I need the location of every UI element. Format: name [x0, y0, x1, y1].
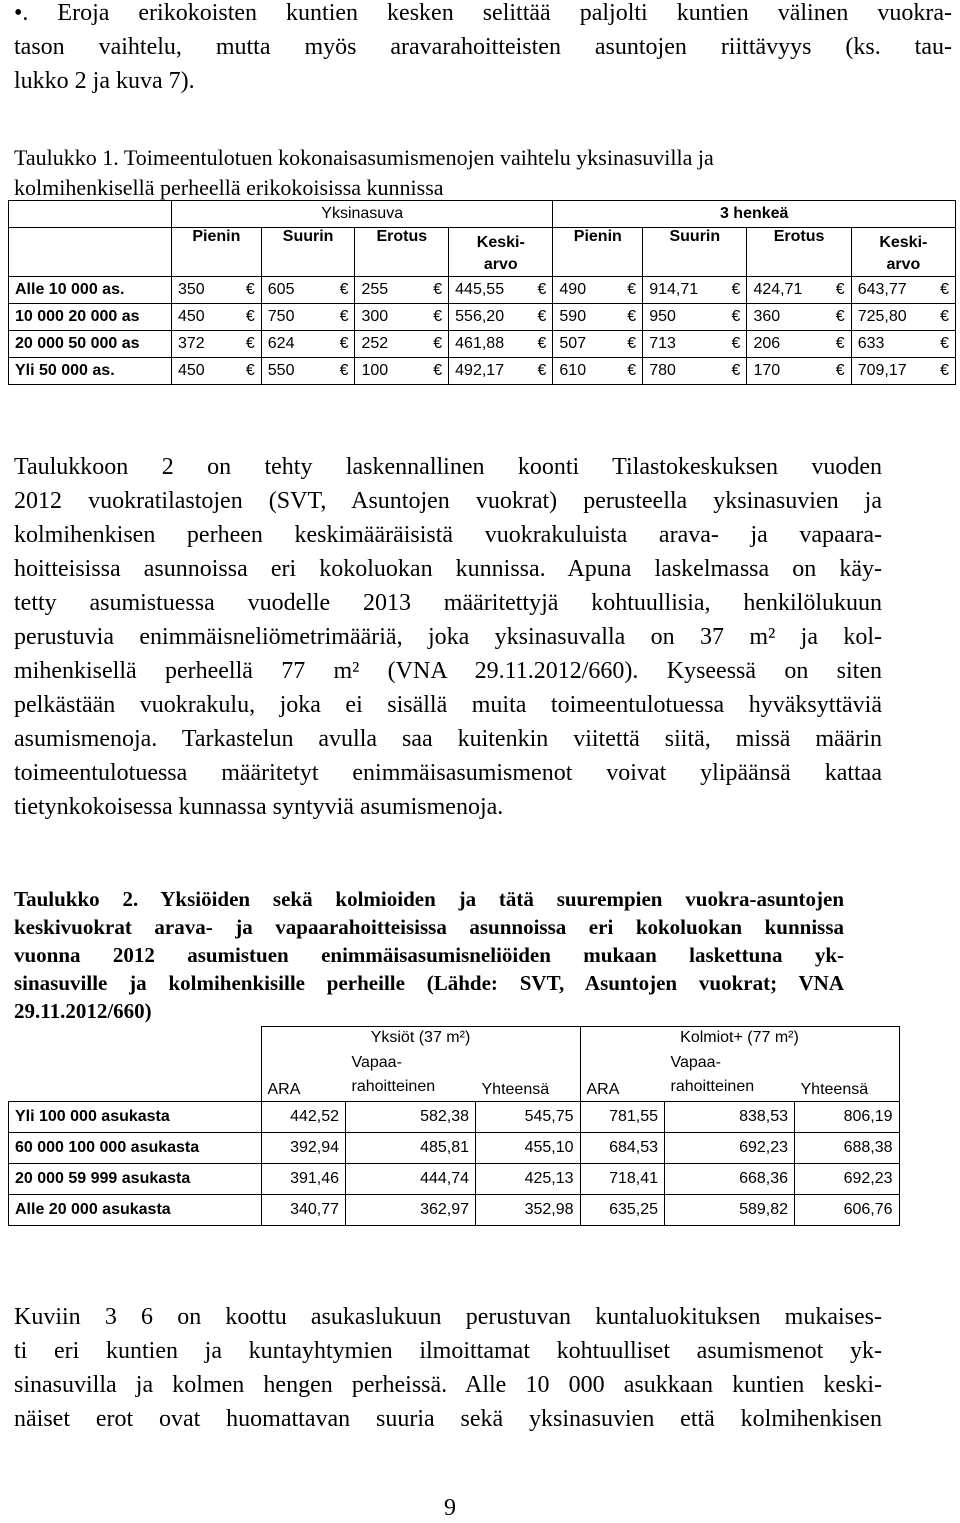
euro-symbol: €: [433, 335, 443, 352]
cell-value: 255: [361, 281, 389, 298]
column-header: Pienin: [172, 228, 262, 277]
cell-value: 360: [753, 308, 781, 325]
cell-value: 550: [267, 362, 295, 379]
table-cell: [355, 358, 449, 385]
table-cell: [851, 358, 955, 385]
euro-symbol: €: [835, 362, 845, 379]
text-line: vuonna 2012 asumistuen enimmäisasumisneliöiden mukaan laskettuna yk-: [14, 943, 844, 967]
table-cell: 444,74: [346, 1164, 476, 1195]
text-line: 2012 vuokratilastojen (SVT, Asuntojen vuokrat) perusteella yksinasuvien ja: [14, 488, 882, 514]
text-line: Taulukkoon 2 on tehty laskennallinen koonti Tilastokeskuksen vuoden: [14, 454, 882, 480]
table-cell: [643, 304, 747, 331]
column-header: Erotus: [355, 228, 449, 277]
table-cell: [355, 304, 449, 331]
cell-value: 170: [753, 362, 781, 379]
text-line: asumismenoja. Tarkastelun avulla saa kuitenkin viitettä siitä, missä määrin: [14, 726, 882, 752]
cell-value: 914,71: [649, 281, 699, 298]
text-line: sinasuvilla ja kolmen hengen perheissä. Alle 10 000 asukkaan kuntien keski-: [14, 1372, 882, 1398]
group-header-kolmiot: Kolmiot+ (77 m²): [580, 1027, 899, 1050]
table-row: [9, 277, 956, 304]
table-row: [9, 358, 956, 385]
text-line: sinasuville ja kolmihenkisille perheille (Lähde: SVT, Asuntojen vuokrat; VNA: [14, 971, 844, 995]
euro-symbol: €: [245, 308, 255, 325]
cell-value: 252: [361, 335, 389, 352]
table-cell: 838,53: [665, 1102, 795, 1133]
table-row: [9, 1195, 900, 1226]
column-header: Suurin: [643, 228, 747, 277]
euro-symbol: €: [627, 308, 637, 325]
table-cell: 455,10: [476, 1133, 581, 1164]
table-row: [9, 1102, 900, 1133]
cell-value: 424,71: [753, 281, 803, 298]
euro-symbol: €: [339, 335, 349, 352]
text-line: mihenkisellä perheellä 77 m² (VNA 29.11.2012/660). Kyseessä on siten: [14, 658, 882, 684]
column-header: Erotus: [747, 228, 851, 277]
column-header: Keski- arvo: [851, 228, 955, 277]
column-header: Yhteensä: [795, 1049, 900, 1102]
text-line: 29.11.2012/660): [14, 999, 152, 1023]
euro-symbol: €: [537, 308, 547, 325]
table-header-row: [9, 228, 956, 277]
euro-symbol: €: [731, 308, 741, 325]
row-label: Alle 20 000 asukasta: [9, 1195, 262, 1226]
cell-value: 633: [857, 335, 885, 352]
euro-symbol: €: [627, 362, 637, 379]
table-cell: [553, 331, 643, 358]
table-cell: [553, 304, 643, 331]
euro-symbol: €: [433, 308, 443, 325]
euro-symbol: €: [940, 335, 949, 352]
table-cell: 692,23: [795, 1164, 900, 1195]
table-cell: 582,38: [346, 1102, 476, 1133]
cell-value: 507: [559, 335, 587, 352]
table-cell: [355, 277, 449, 304]
text-line: tetty asumistuessa vuodelle 2013 määritettyjä kohtuullisia, henkilölukuun: [14, 590, 882, 616]
caption-line: kolmihenkisellä perheellä erikokoisissa kunnissa: [14, 175, 444, 200]
euro-symbol: €: [835, 281, 845, 298]
euro-symbol: €: [245, 335, 255, 352]
empty-header-cell: [9, 201, 172, 228]
column-header: Keski- arvo: [449, 228, 553, 277]
text-line: •. Eroja erikokoisten kuntien kesken selittää paljolti kuntien välinen vuokra-: [14, 0, 952, 26]
table-header-row: [9, 1027, 900, 1050]
table-cell: 425,13: [476, 1164, 581, 1195]
cell-value: 950: [649, 308, 676, 325]
table-cell: 635,25: [580, 1195, 665, 1226]
euro-symbol: €: [339, 281, 349, 298]
cell-value: 445,55: [455, 281, 505, 298]
table-header-row: [9, 201, 956, 228]
table-cell: [261, 331, 355, 358]
group-header-3-henkea: 3 henkeä: [553, 201, 956, 228]
cell-value: 750: [267, 308, 295, 325]
row-label: Yli 100 000 asukasta: [9, 1102, 262, 1133]
table-cell: [261, 304, 355, 331]
table-row: [9, 304, 956, 331]
table-cell: [355, 331, 449, 358]
euro-symbol: €: [245, 281, 255, 298]
table1: [8, 200, 956, 385]
text-line: tietynkokoisessa kunnassa syntyviä asumismenoja.: [14, 794, 504, 820]
table-cell: 340,77: [261, 1195, 346, 1226]
euro-symbol: €: [731, 362, 741, 379]
column-header: Suurin: [261, 228, 355, 277]
table-row: [9, 1164, 900, 1195]
table-cell: 688,38: [795, 1133, 900, 1164]
text-line: ti eri kuntien ja kuntayhtymien ilmoittamat kohtuulliset asumismenot yk-: [14, 1338, 882, 1364]
euro-symbol: €: [245, 362, 255, 379]
euro-symbol: €: [433, 281, 443, 298]
table-cell: [172, 358, 262, 385]
table-cell: [643, 358, 747, 385]
table-cell: [643, 331, 747, 358]
cell-value: 709,17: [857, 362, 907, 379]
empty-header-cell: [9, 228, 172, 277]
row-label: 20 000 50 000 as: [9, 331, 172, 358]
text-line: tason vaihtelu, mutta myös aravarahoitteisten asuntojen riittävyys (ks. tau-: [14, 34, 952, 60]
euro-symbol: €: [537, 335, 547, 352]
euro-symbol: €: [940, 362, 949, 379]
euro-symbol: €: [433, 362, 443, 379]
table-cell: [747, 358, 851, 385]
empty-header-cell: [9, 1049, 262, 1102]
table-cell: [851, 331, 955, 358]
cell-value: 780: [649, 362, 676, 379]
cell-value: 300: [361, 308, 389, 325]
table-cell: [172, 331, 262, 358]
table-cell: 668,36: [665, 1164, 795, 1195]
table-cell: 545,75: [476, 1102, 581, 1133]
page-number: 9: [444, 1495, 456, 1521]
euro-symbol: €: [627, 335, 637, 352]
table-row: [9, 331, 956, 358]
text-line: keskivuokrat arava- ja vapaarahoitteisissa asunnoissa eri kokoluokan kunnissa: [14, 915, 844, 939]
cell-value: 100: [361, 362, 389, 379]
text-line: pelkästään vuokrakulu, joka ei sisällä muita toimeentulotuessa hyväksyttäviä: [14, 692, 882, 718]
table-cell: 718,41: [580, 1164, 665, 1195]
euro-symbol: €: [339, 362, 349, 379]
table-cell: [747, 304, 851, 331]
text-line: Taulukko 2. Yksiöiden sekä kolmioiden ja tätä suurempien vuokra-asuntojen: [14, 887, 844, 911]
table-cell: 589,82: [665, 1195, 795, 1226]
cell-value: 725,80: [857, 308, 907, 325]
table-cell: [261, 358, 355, 385]
group-header-yksinasuva: Yksinasuva: [172, 201, 553, 228]
table-cell: [172, 304, 262, 331]
euro-symbol: €: [339, 308, 349, 325]
cell-value: 450: [178, 308, 205, 325]
text-line: kolmihenkisen perheen keskimääräisistä vuokrakuluista arava- ja vapaara-: [14, 522, 882, 548]
table-cell: [643, 277, 747, 304]
row-label: Yli 50 000 as.: [9, 358, 172, 385]
table-cell: [449, 304, 553, 331]
table-cell: [449, 358, 553, 385]
text-line: perustuvia enimmäisneliömetrimääriä, joka yksinasuvalla on 37 m² ja kol-: [14, 624, 882, 650]
group-header-yksiot: Yksiöt (37 m²): [261, 1027, 580, 1050]
euro-symbol: €: [835, 308, 845, 325]
text-line: näiset erot ovat huomattavan suuria sekä yksinasuvien että kolmihenkisen: [14, 1406, 882, 1432]
cell-value: 206: [753, 335, 781, 352]
table-cell: 806,19: [795, 1102, 900, 1133]
column-header: Vapaa- rahoitteinen: [665, 1049, 795, 1102]
cell-value: 610: [559, 362, 587, 379]
table-cell: [553, 358, 643, 385]
cell-value: 490: [559, 281, 587, 298]
column-header: Pienin: [553, 228, 643, 277]
column-header: Vapaa- rahoitteinen: [346, 1049, 476, 1102]
table-cell: [851, 277, 955, 304]
table-cell: [747, 277, 851, 304]
cell-value: 372: [178, 335, 205, 352]
cell-value: 461,88: [455, 335, 505, 352]
cell-value: 590: [559, 308, 587, 325]
table-cell: [851, 304, 955, 331]
euro-symbol: €: [940, 281, 949, 298]
table-cell: 391,46: [261, 1164, 346, 1195]
table-cell: 692,23: [665, 1133, 795, 1164]
cell-value: 450: [178, 362, 205, 379]
cell-value: 350: [178, 281, 205, 298]
cell-value: 643,77: [857, 281, 907, 298]
euro-symbol: €: [537, 362, 547, 379]
column-header: ARA: [261, 1049, 346, 1102]
row-label: 10 000 20 000 as: [9, 304, 172, 331]
table-cell: 352,98: [476, 1195, 581, 1226]
table-cell: 392,94: [261, 1133, 346, 1164]
table-row: [9, 1133, 900, 1164]
table-cell: [449, 331, 553, 358]
euro-symbol: €: [537, 281, 547, 298]
column-header: ARA: [580, 1049, 665, 1102]
cell-value: 624: [267, 335, 295, 352]
table-cell: [449, 277, 553, 304]
table-header-row: [9, 1049, 900, 1102]
empty-header-cell: [9, 1027, 262, 1050]
euro-symbol: €: [940, 308, 949, 325]
euro-symbol: €: [835, 335, 845, 352]
table-cell: 442,52: [261, 1102, 346, 1133]
table-cell: [261, 277, 355, 304]
text-line: lukko 2 ja kuva 7).: [14, 68, 195, 94]
table-cell: 485,81: [346, 1133, 476, 1164]
euro-symbol: €: [731, 281, 741, 298]
table-cell: 781,55: [580, 1102, 665, 1133]
text-line: Kuviin 3 6 on koottu asukaslukuun perustuvan kuntaluokituksen mukaises-: [14, 1304, 882, 1330]
cell-value: 605: [267, 281, 295, 298]
row-label: 20 000 59 999 asukasta: [9, 1164, 262, 1195]
caption-line: Taulukko 1. Toimeentulotuen kokonaisasumismenojen vaihtelu yksinasuvilla ja: [14, 145, 714, 170]
table-cell: [172, 277, 262, 304]
table-cell: 684,53: [580, 1133, 665, 1164]
table-cell: 606,76: [795, 1195, 900, 1226]
euro-symbol: €: [731, 335, 741, 352]
table-cell: 362,97: [346, 1195, 476, 1226]
cell-value: 492,17: [455, 362, 505, 379]
cell-value: 713: [649, 335, 676, 352]
text-line: toimeentulotuessa määritetyt enimmäisasumismenot voivat ylipäänsä kattaa: [14, 760, 882, 786]
row-label: 60 000 100 000 asukasta: [9, 1133, 262, 1164]
euro-symbol: €: [627, 281, 637, 298]
table-cell: [553, 277, 643, 304]
text-line: hoitteisissa asunnoissa eri kokoluokan kunnissa. Apuna laskelmassa on käy-: [14, 556, 882, 582]
row-label: Alle 10 000 as.: [9, 277, 172, 304]
cell-value: 556,20: [455, 308, 505, 325]
table-cell: [747, 331, 851, 358]
table2: [8, 1026, 900, 1226]
column-header: Yhteensä: [476, 1049, 581, 1102]
